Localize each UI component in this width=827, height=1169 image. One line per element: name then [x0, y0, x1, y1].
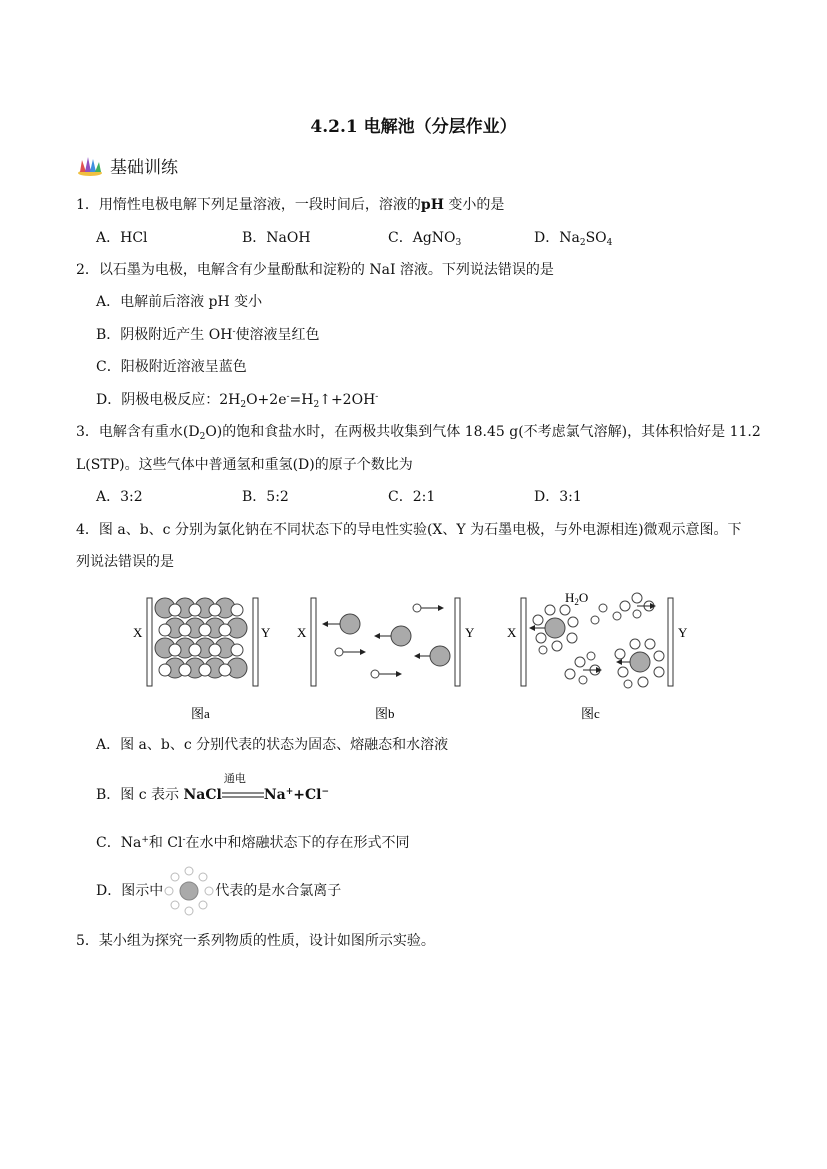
electrode-x-label: X — [133, 625, 143, 640]
question-4-option-a: A．图 a、b、c 分别代表的状态为固态、熔融态和水溶液 — [96, 737, 449, 753]
condition-label: 通电 — [223, 772, 246, 785]
option-d: D．$Na_2SO_4$ — [534, 230, 613, 248]
electrode-y-label: Y — [261, 625, 271, 640]
figure-a-caption: 图a — [191, 706, 210, 721]
figure-b — [297, 598, 475, 721]
section-label: 基础训练 — [110, 157, 178, 178]
electrode-x-label: X — [507, 625, 517, 640]
question-4-option-d: D．图示中 代表的是水合氯离子 — [96, 882, 341, 900]
option-a: A．3:2 — [96, 489, 143, 505]
figure-c-caption: 图c — [581, 706, 600, 721]
page-title: 4.2.1 电解池（分层作业） — [310, 117, 517, 137]
option-b: B．5:2 — [242, 489, 289, 505]
hydrated-chloride-icon — [163, 865, 215, 917]
question-3-stem-line1: 3．电解含有重水$(D_2O)$的饱和食盐水时，在两极共收集到气体 18.45 g(不考虑氯气溶解)，其体积恰好是 11.2 — [76, 424, 761, 442]
question-1-stem: 1．用惰性电极电解下列足量溶液，一段时间后，溶液的pH 变小的是 — [76, 197, 505, 213]
figure-c — [507, 590, 688, 721]
option-c: C．AgNO$_3$ — [388, 230, 462, 248]
figure-a — [133, 598, 271, 721]
question-4-stem-line2: 列说法错误的是 — [76, 554, 174, 570]
question-3-stem-line2: L(STP)。这些气体中普通氢和重氢(D)的原子个数比为 — [76, 457, 413, 473]
electrode-x-label: X — [297, 625, 307, 640]
question-4-option-b: B．图 c 表示 NaCl 通电 Na++Cl− — [96, 772, 329, 803]
water-label: $H_2O$ — [565, 590, 589, 607]
option-c: C．2:1 — [388, 489, 436, 505]
nacl-conductivity-figure — [125, 580, 705, 725]
question-3-options — [96, 488, 696, 506]
question-2-option-b: B．阴极附近产生 OH-使溶液呈红色 — [96, 327, 320, 343]
option-a: A．HCl — [96, 230, 148, 246]
equals-arrow — [222, 791, 264, 799]
crystal-flower-icon — [76, 154, 104, 176]
option-d: D．3:1 — [534, 489, 582, 505]
section-header — [76, 152, 178, 178]
option-b: B．NaOH — [242, 230, 311, 246]
question-2-stem: 2．以石墨为电极，电解含有少量酚酞和淀粉的 NaI 溶液。下列说法错误的是 — [76, 262, 554, 278]
question-4-stem-line1: 4．图 a、b、c 分别为氯化钠在不同状态下的导电性实验(X、Y 为石墨电极，与外电源相连)微观示意图。下 — [76, 522, 742, 538]
question-5-stem: 5．某小组为探究一系列物质的性质，设计如图所示实验。 — [76, 933, 435, 949]
question-2-option-a: A．电解前后溶液 pH 变小 — [96, 294, 263, 310]
question-1-options — [96, 229, 696, 247]
electrode-y-label: Y — [678, 625, 688, 640]
question-2-option-d: D．阴极电极反应：$2H_2O+2e^-=H_2↑+2OH^-$ — [96, 392, 379, 410]
figure-b-caption: 图b — [375, 706, 395, 721]
question-2-option-c: C．阳极附近溶液呈蓝色 — [96, 359, 247, 375]
question-4-option-c: C．Na+和 Cl-在水中和熔融状态下的存在形式不同 — [96, 835, 410, 851]
electrode-y-label: Y — [465, 625, 475, 640]
